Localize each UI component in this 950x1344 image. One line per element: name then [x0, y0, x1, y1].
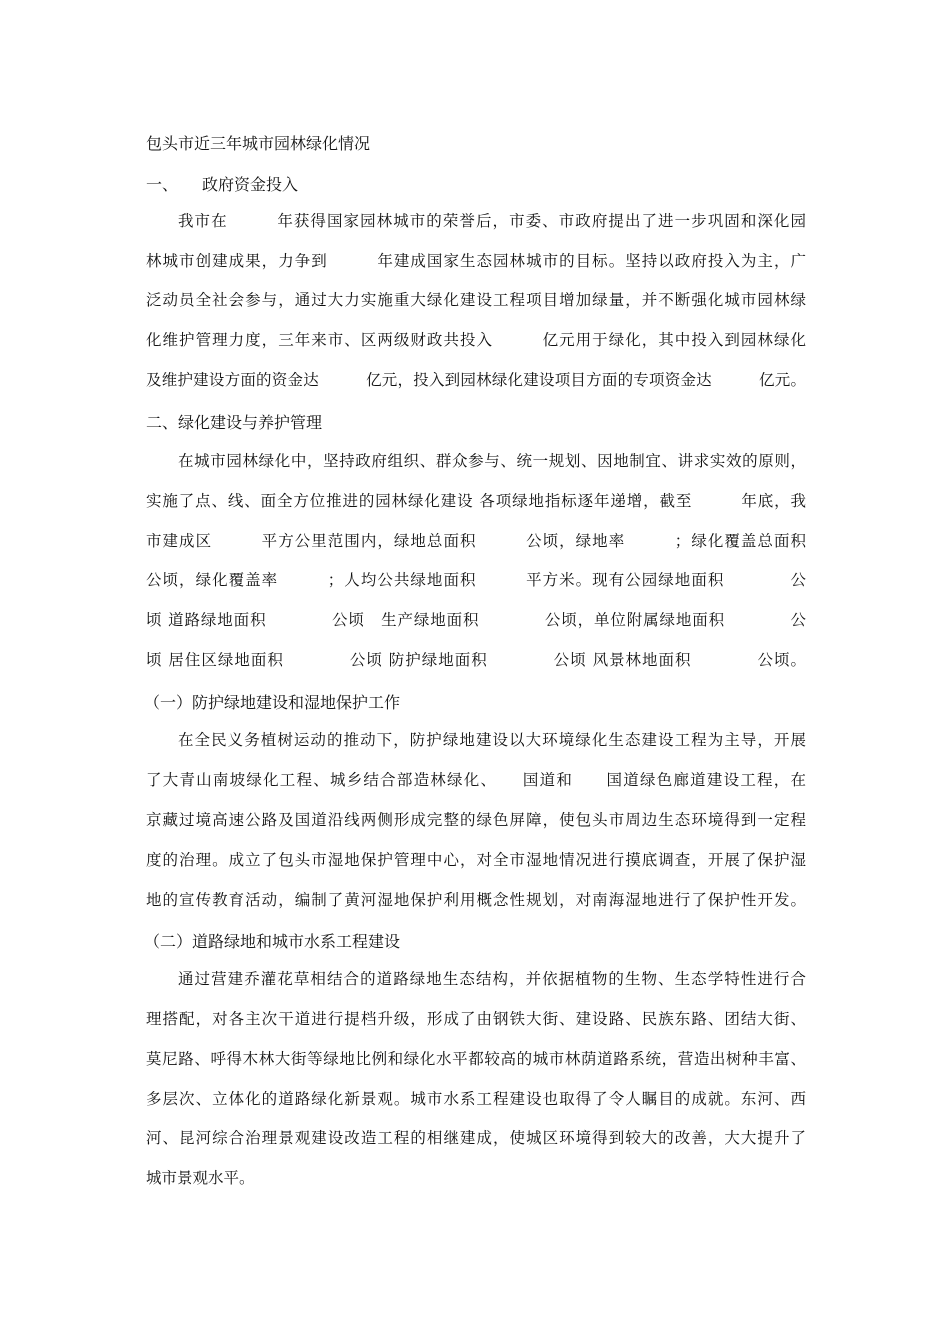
- paragraph-line: 顷 道路绿地面积 公顷 生产绿地面积 公顷，单位附属绿地面积 公: [146, 611, 806, 629]
- paragraph-line: 城市景观水平。: [146, 1169, 255, 1187]
- paragraph-line: 莫尼路、呼得木林大街等绿地比例和绿化水平都较高的城市林荫道路系统，营造出树种丰富、: [146, 1050, 806, 1068]
- paragraph-line: 顷 居住区绿地面积 公顷 防护绿地面积 公顷 风景林地面积 公顷。: [146, 651, 806, 669]
- paragraph-line: 我市在 年获得国家园林城市的荣誉后，市委、市政府提出了进一步巩固和深化园: [178, 212, 806, 230]
- paragraph-line: 公顷，绿化覆盖率 ；人均公共绿地面积 平方米。现有公园绿地面积 公: [146, 571, 806, 589]
- section-heading: 一、 政府资金投入: [146, 175, 299, 194]
- paragraph-line: 林城市创建成果，力争到 年建成国家生态园林城市的目标。坚持以政府投入为主，广: [146, 252, 806, 270]
- paragraph-line: 在全民义务植树运动的推动下，防护绿地建设以大环境绿化生态建设工程为主导，开展: [178, 731, 806, 749]
- paragraph-line: 市建成区 平方公里范围内，绿地总面积 公顷，绿地率 ；绿化覆盖总面积: [146, 532, 806, 550]
- section-heading: （一）防护绿地建设和湿地保护工作: [144, 693, 401, 712]
- paragraph-line: 理搭配，对各主次干道进行提档升级，形成了由钢铁大街、建设路、民族东路、团结大街、: [146, 1010, 806, 1028]
- paragraph-line: 京藏过境高速公路及国道沿线两侧形成完整的绿色屏障，使包头市周边生态环境得到一定程: [146, 811, 806, 829]
- section-heading: 二、绿化建设与养护管理: [146, 413, 323, 432]
- paragraph-line: 通过营建乔灌花草相结合的道路绿地生态结构，并依据植物的生物、生态学特性进行合: [178, 970, 806, 988]
- paragraph-line: 了大青山南坡绿化工程、城乡结合部造林绿化、 国道和 国道绿色廊道建设工程，在: [146, 771, 806, 789]
- paragraph-line: 及维护建设方面的资金达 亿元，投入到园林绿化建设项目方面的专项资金达 亿元。: [146, 371, 806, 389]
- paragraph-line: 多层次、立体化的道路绿化新景观。城市水系工程建设也取得了令人瞩目的成就。东河、西: [146, 1090, 806, 1108]
- document-title: 包头市近三年城市园林绿化情况: [146, 134, 371, 153]
- paragraph-line: 地的宣传教育活动，编制了黄河湿地保护利用概念性规划，对南海湿地进行了保护性开发。: [146, 891, 806, 909]
- paragraph-line: 河、昆河综合治理景观建设改造工程的相继建成，使城区环境得到较大的改善，大大提升了: [146, 1129, 806, 1147]
- paragraph-line: 化维护管理力度，三年来市、区两级财政共投入 亿元用于绿化，其中投入到园林绿化: [146, 331, 806, 349]
- section-heading: （二）道路绿地和城市水系工程建设: [144, 932, 401, 951]
- paragraph-line: 度的治理。成立了包头市湿地保护管理中心，对全市湿地情况进行摸底调查，开展了保护湿: [146, 851, 806, 869]
- paragraph-line: 在城市园林绿化中，坚持政府组织、群众参与、统一规划、因地制宜、讲求实效的原则，: [178, 452, 806, 470]
- paragraph-line: 泛动员全社会参与，通过大力实施重大绿化建设工程项目增加绿量，并不断强化城市园林绿: [146, 291, 806, 309]
- paragraph-line: 实施了点、线、面全方位推进的园林绿化建设 各项绿地指标逐年递增，截至 年底，我: [146, 492, 806, 510]
